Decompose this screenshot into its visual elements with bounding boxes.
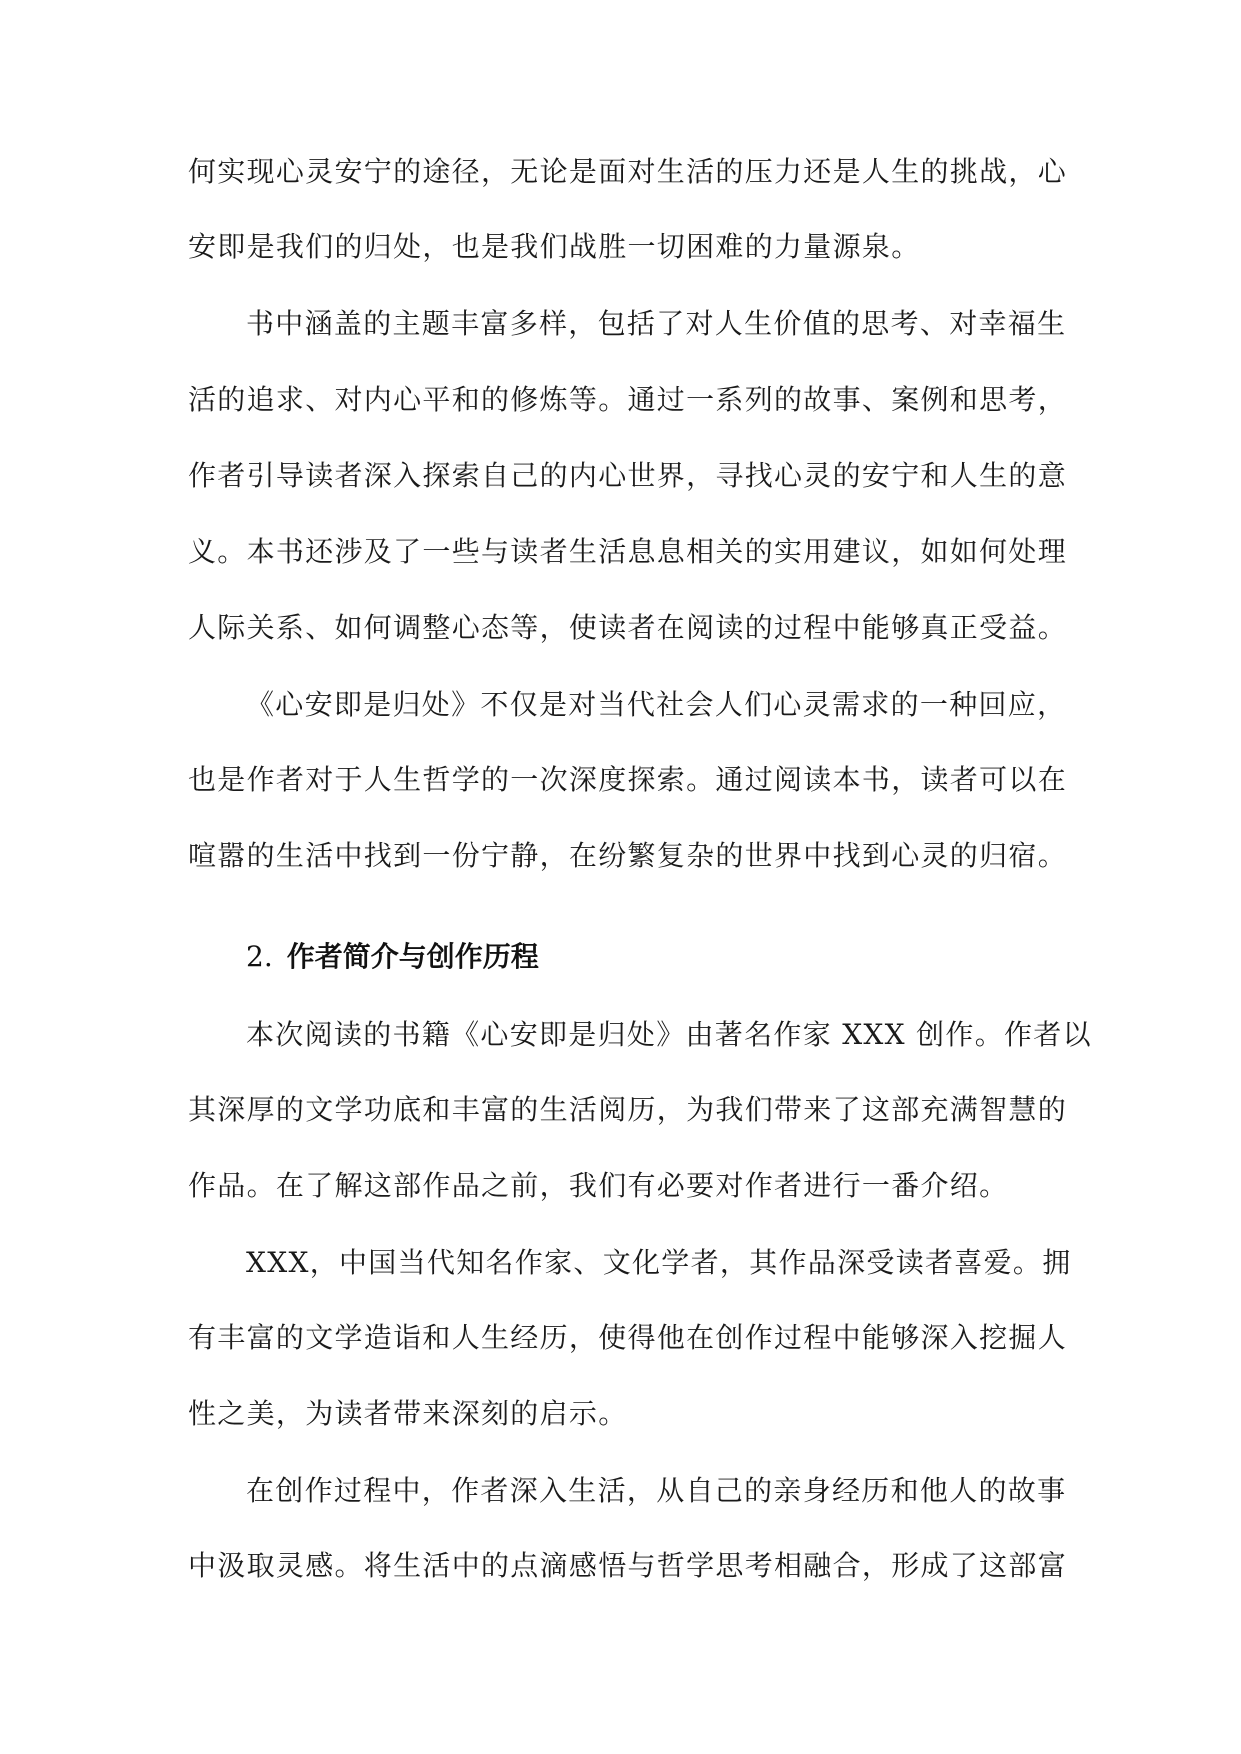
paragraph-line: 作者引导读者深入探索自己的内心世界，寻找心灵的安宁和人生的意 [188,459,1068,492]
paragraph-line: 义。本书还涉及了一些与读者生活息息相关的实用建议，如如何处理 [188,535,1068,568]
section-title: 作者简介与创作历程 [286,940,539,973]
paragraph-line: 有丰富的文学造诣和人生经历，使得他在创作过程中能够深入挖掘人 [188,1321,1068,1354]
paragraph-line: 喧嚣的生活中找到一份宁静，在纷繁复杂的世界中找到心灵的归宿。 [188,839,1068,872]
paragraph-line: 其深厚的文学功底和丰富的生活阅历，为我们带来了这部充满智慧的 [188,1093,1068,1126]
paragraph-line: 何实现心灵安宁的途径，无论是面对生活的压力还是人生的挑战，心 [188,155,1068,188]
paragraph-line: 活的追求、对内心平和的修炼等。通过一系列的故事、案例和思考， [188,383,1068,416]
section-heading [246,937,539,977]
paragraph-line: 性之美，为读者带来深刻的启示。 [188,1397,628,1430]
paragraph-line: 也是作者对于人生哲学的一次深度探索。通过阅读本书，读者可以在 [188,763,1068,796]
paragraph-line: 书中涵盖的主题丰富多样，包括了对人生价值的思考、对幸福生 [246,307,1067,340]
paragraph-line: 在创作过程中，作者深入生活，从自己的亲身经历和他人的故事 [246,1474,1067,1507]
paragraph-line: 作品。在了解这部作品之前，我们有必要对作者进行一番介绍。 [188,1169,1009,1202]
paragraph-line: 本次阅读的书籍《心安即是归处》由著名作家 XXX 创作。作者以 [246,1018,1092,1051]
paragraph-line: 人际关系、如何调整心态等，使读者在阅读的过程中能够真正受益。 [188,611,1068,644]
paragraph-line: XXX，中国当代知名作家、文化学者，其作品深受读者喜爱。拥 [246,1246,1072,1279]
section-number: 2. [246,940,273,973]
paragraph-line: 《心安即是归处》不仅是对当代社会人们心灵需求的一种回应， [246,688,1067,721]
paragraph-line: 中汲取灵感。将生活中的点滴感悟与哲学思考相融合，形成了这部富 [188,1549,1068,1582]
paragraph-line: 安即是我们的归处，也是我们战胜一切困难的力量源泉。 [188,230,921,263]
